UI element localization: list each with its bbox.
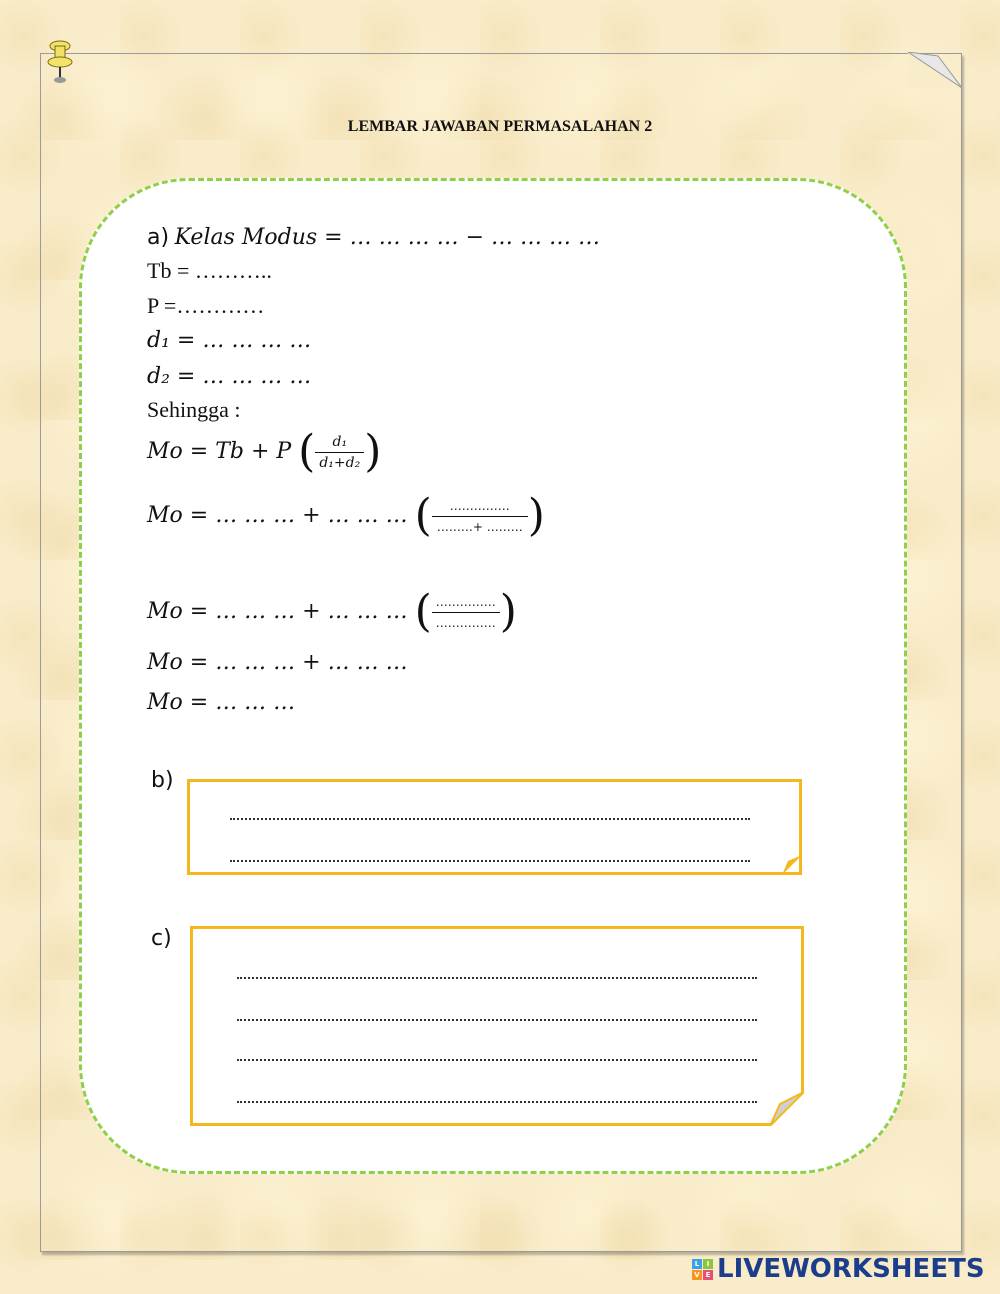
page-curl-icon bbox=[782, 855, 802, 875]
mode-formula bbox=[147, 426, 382, 477]
pushpin-icon bbox=[45, 38, 75, 86]
kelas-modus-line bbox=[147, 224, 600, 250]
left-paren: ( bbox=[414, 586, 432, 637]
right-paren: ) bbox=[527, 490, 545, 541]
tb-line: Tb = ……….. bbox=[147, 258, 272, 283]
part-b-label: b) bbox=[151, 768, 174, 793]
sehingga-line: Sehingga : bbox=[147, 397, 241, 422]
liveworksheets-wordmark: LIVEWORKSHEETS bbox=[717, 1254, 985, 1284]
step2-numerator[interactable]: …………… bbox=[432, 592, 500, 613]
worksheet-title: LEMBAR JAWABAN PERMASALAHAN 2 bbox=[347, 118, 653, 135]
formula-numerator: d₁ bbox=[315, 432, 364, 453]
step2-denominator[interactable]: …………… bbox=[435, 615, 496, 630]
d1-line: d₁ = … … … … bbox=[147, 328, 312, 353]
logo-letter: E bbox=[703, 1270, 713, 1280]
part-b-answer-box[interactable] bbox=[187, 779, 802, 875]
answer-line[interactable] bbox=[237, 1101, 757, 1103]
right-paren: ) bbox=[364, 426, 382, 477]
formula-denominator: d₁+d₂ bbox=[319, 454, 361, 471]
page-curl-icon bbox=[770, 1092, 804, 1126]
d2-line: d₂ = … … … … bbox=[147, 364, 312, 389]
mode-step-1 bbox=[147, 490, 545, 541]
step1-lhs: Mo = … … … + … … … bbox=[147, 503, 408, 528]
part-a-label: a) bbox=[147, 225, 170, 250]
part-c-label: c) bbox=[151, 926, 172, 951]
page-fold-corner bbox=[908, 52, 962, 88]
answer-line[interactable] bbox=[237, 1019, 757, 1021]
formula-lhs: Mo = Tb + P bbox=[147, 439, 292, 464]
left-paren: ( bbox=[298, 426, 316, 477]
left-paren: ( bbox=[414, 490, 432, 541]
mode-step-2 bbox=[147, 586, 517, 637]
logo-letter: I bbox=[703, 1259, 713, 1269]
answer-line[interactable] bbox=[230, 860, 750, 862]
right-paren: ) bbox=[499, 586, 517, 637]
kelas-modus-expression: Kelas Modus = … … … … − … … … … bbox=[174, 225, 600, 250]
answer-line[interactable] bbox=[237, 977, 757, 979]
liveworksheets-logo-icon bbox=[692, 1259, 713, 1280]
answer-line[interactable] bbox=[237, 1059, 757, 1061]
step1-denominator[interactable]: ………+ ……… bbox=[436, 519, 523, 534]
answer-line[interactable] bbox=[230, 818, 750, 820]
step1-numerator[interactable]: …………… bbox=[432, 496, 528, 517]
mode-step-4: Mo = … … … bbox=[147, 690, 296, 715]
logo-letter: V bbox=[692, 1270, 702, 1280]
logo-letter: L bbox=[692, 1259, 702, 1269]
step2-lhs: Mo = … … … + … … … bbox=[147, 599, 408, 624]
part-c-answer-box[interactable] bbox=[190, 926, 804, 1126]
p-line: P =………… bbox=[147, 293, 265, 318]
liveworksheets-logo bbox=[692, 1254, 985, 1284]
mode-step-3: Mo = … … … + … … … bbox=[147, 650, 408, 675]
